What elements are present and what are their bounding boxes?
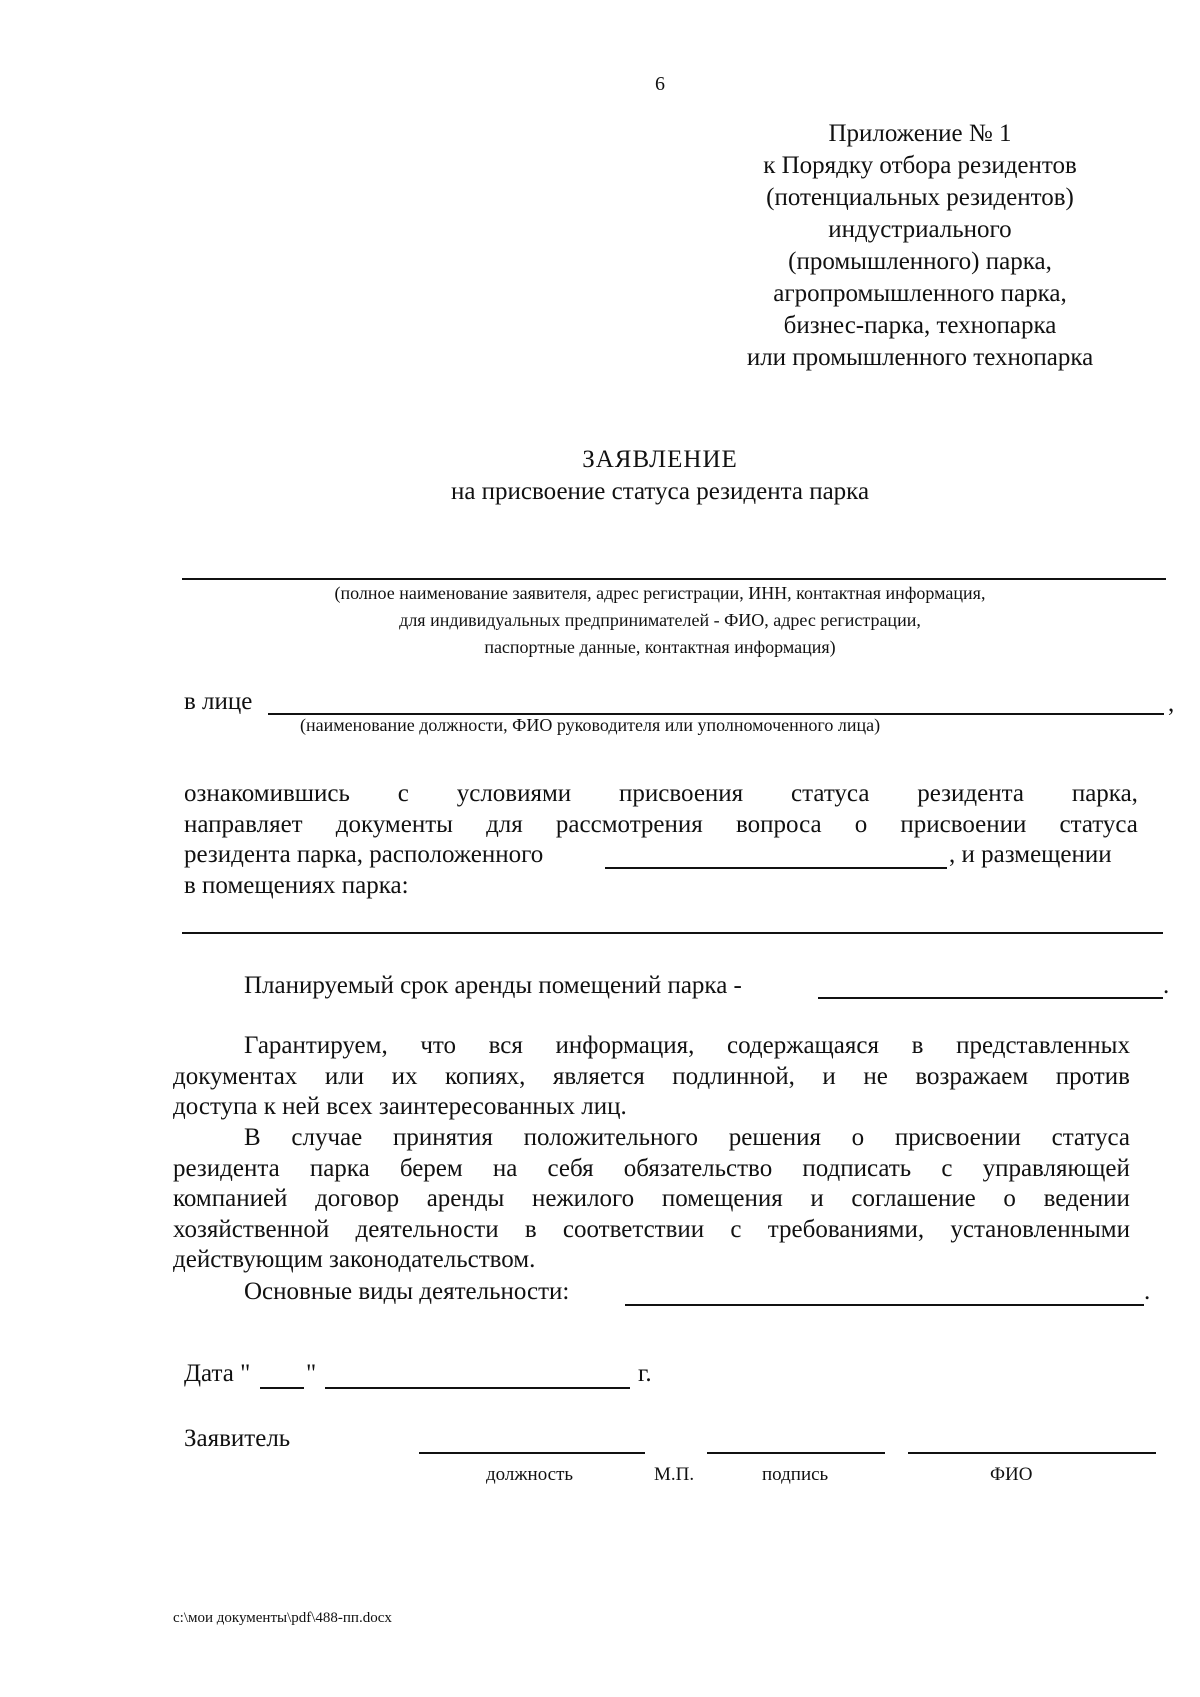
page-number: 6 (655, 73, 665, 95)
lease-end: . (1163, 972, 1170, 999)
paragraph-line (184, 811, 1138, 839)
signature-line[interactable] (707, 1452, 885, 1454)
word: против (1055, 1063, 1130, 1090)
paragraph-line (184, 780, 1138, 808)
word: представленных (956, 1032, 1130, 1059)
word: деятельности (355, 1216, 499, 1243)
word: себя (547, 1155, 594, 1182)
word: статуса (1051, 1124, 1130, 1151)
paragraph-line (173, 1216, 1130, 1244)
paragraph-line: доступа к ней всех заинтересованных лиц. (173, 1093, 627, 1120)
word: является (552, 1063, 645, 1090)
lease-label: Планируемый срок аренды помещений парка - (244, 972, 742, 999)
word: рассмотрения (555, 811, 703, 838)
applicant-note-line: паспортные данные, контактная информация) (484, 637, 836, 657)
word: в (911, 1032, 924, 1059)
applicant-note-line: (полное наименование заявителя, адрес регистрации, ИНН, контактная информация, (334, 583, 986, 603)
word: информация, (555, 1032, 695, 1059)
word: вся (488, 1032, 523, 1059)
word: в (524, 1216, 537, 1243)
representative-note: (наименование должности, ФИО руководителя или уполномоченного лица) (300, 715, 881, 735)
paragraph-line (244, 1124, 1130, 1152)
word: содержащаяся (727, 1032, 880, 1059)
word: резидента (173, 1155, 280, 1182)
appendix-line: или промышленного технопарка (746, 344, 1094, 371)
word: на (492, 1155, 518, 1182)
full-name-line[interactable] (908, 1452, 1156, 1454)
activities-end: . (1144, 1278, 1151, 1305)
word: обязательство (623, 1155, 773, 1182)
appendix-line: (промышленного) парка, (788, 248, 1052, 275)
paragraph-line (173, 1155, 1130, 1183)
appendix-line: Приложение № 1 (828, 120, 1012, 147)
word: требованиями, (767, 1216, 925, 1243)
document-title: ЗАЯВЛЕНИЕ (582, 446, 738, 473)
word: что (420, 1032, 457, 1059)
word: направляет (184, 811, 303, 838)
word: соответствии (562, 1216, 705, 1243)
file-path-footer: c:\мои документы\pdf\488-пп.docx (173, 1610, 392, 1626)
word: документы (335, 811, 453, 838)
location-suffix: , и размещении (949, 841, 1112, 868)
word: о (1003, 1185, 1016, 1212)
word: и (810, 1185, 824, 1212)
word: копиях, (444, 1063, 526, 1090)
word: договор (315, 1185, 400, 1212)
position-line[interactable] (419, 1452, 645, 1454)
word: условиями (456, 780, 572, 807)
represented-by-label: в лице (184, 688, 253, 715)
appendix-header (700, 118, 1140, 374)
word: документах (173, 1063, 298, 1090)
word: статуса (1059, 811, 1138, 838)
word: ознакомившись (184, 780, 350, 807)
word: с (941, 1155, 953, 1182)
stamp-caption: М.П. (654, 1464, 695, 1485)
full-name-caption: ФИО (990, 1464, 1033, 1485)
word: с (730, 1216, 742, 1243)
word: помещения (661, 1185, 783, 1212)
premises-label: в помещениях парка: (184, 872, 409, 899)
word: хозяйственной (173, 1216, 330, 1243)
word: подписать (802, 1155, 912, 1182)
word: установленными (950, 1216, 1130, 1243)
date-label: Дата " (184, 1360, 251, 1387)
word: парка, (1071, 780, 1138, 807)
date-day-line[interactable] (260, 1387, 304, 1389)
word: управляющей (982, 1155, 1130, 1182)
word: их (391, 1063, 418, 1090)
word: парка (309, 1155, 370, 1182)
word: с (397, 780, 409, 807)
paragraph-line (173, 1185, 1130, 1213)
appendix-line: (потенциальных резидентов) (766, 184, 1074, 211)
word: компанией (173, 1185, 288, 1212)
word: о (851, 1124, 865, 1151)
appendix-line: индустриального (828, 216, 1012, 243)
position-caption: должность (486, 1464, 574, 1485)
appendix-line: бизнес-парка, технопарка (783, 312, 1057, 339)
word: принятия (392, 1124, 493, 1151)
premises-line[interactable] (182, 932, 1163, 934)
location-prefix: резидента парка, расположенного (184, 841, 544, 868)
word: вопроса (735, 811, 822, 838)
document-subtitle: на присвоение статуса резидента парка (450, 478, 870, 505)
word: случае (291, 1124, 363, 1151)
word: нежилого (531, 1185, 635, 1212)
word: положительного (523, 1124, 699, 1151)
word: подлинной, (672, 1063, 795, 1090)
word: для (486, 811, 523, 838)
word: соглашение (851, 1185, 976, 1212)
applicant-label: Заявитель (184, 1425, 291, 1452)
word: присвоении (900, 811, 1027, 838)
word: не (863, 1063, 888, 1090)
appendix-line: агропромышленного парка, (773, 280, 1067, 307)
date-quote-close: " (306, 1360, 317, 1387)
appendix-line: к Порядку отбора резидентов (763, 152, 1077, 179)
word: и (822, 1063, 836, 1090)
lease-term-line[interactable] (818, 997, 1163, 999)
date-year-suffix: г. (638, 1360, 652, 1387)
activities-line[interactable] (625, 1304, 1144, 1306)
word: резидента (917, 780, 1024, 807)
word: присвоения (619, 780, 744, 807)
applicant-note-line: для индивидуальных предпринимателей - ФИО, адрес регистрации, (399, 610, 921, 630)
word: Гарантируем, (244, 1032, 388, 1059)
word: присвоении (894, 1124, 1021, 1151)
paragraph-line: действующим законодательством. (173, 1246, 536, 1273)
word: ведении (1043, 1185, 1130, 1212)
paragraph-line (173, 1063, 1130, 1091)
word: или (324, 1063, 365, 1090)
word: берем (399, 1155, 463, 1182)
word: возражаем (915, 1063, 1029, 1090)
location-line[interactable] (605, 867, 947, 869)
word: о (854, 811, 868, 838)
applicant-note (180, 580, 1140, 661)
word: В (244, 1124, 261, 1151)
paragraph-line (244, 1032, 1130, 1060)
activities-label: Основные виды деятельности: (244, 1278, 570, 1305)
word: решения (728, 1124, 821, 1151)
signature-caption: подпись (762, 1464, 829, 1485)
word: статуса (791, 780, 870, 807)
word: аренды (426, 1185, 505, 1212)
represented-by-comma: , (1168, 690, 1175, 717)
date-month-line[interactable] (325, 1387, 630, 1389)
